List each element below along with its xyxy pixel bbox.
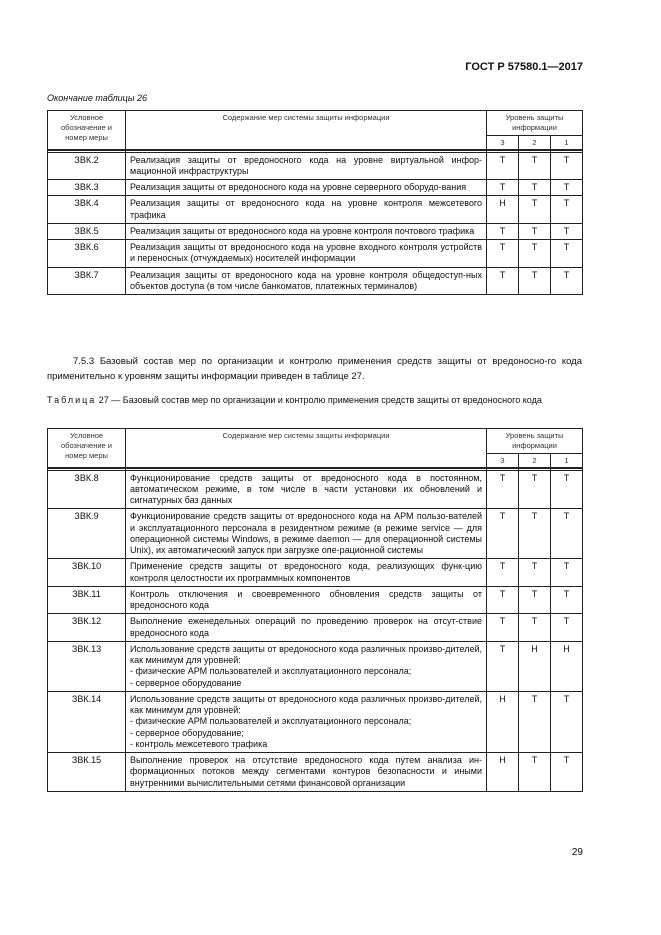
level-1-value: Т bbox=[551, 691, 583, 752]
table-26 bbox=[47, 110, 583, 295]
measure-content bbox=[126, 614, 487, 642]
level-1-value: Н bbox=[551, 641, 583, 691]
measure-code: ЗВК.5 bbox=[48, 223, 126, 239]
measure-content bbox=[126, 180, 487, 196]
level-2-value: Т bbox=[519, 196, 551, 224]
level-3-value: Т bbox=[487, 641, 519, 691]
level-2-value: Т bbox=[519, 614, 551, 642]
level-2-value: Т bbox=[519, 180, 551, 196]
level-1-value: Т bbox=[551, 180, 583, 196]
measure-content bbox=[126, 267, 487, 295]
level-3-value: Т bbox=[487, 240, 519, 268]
level-2-value: Т bbox=[519, 509, 551, 559]
level-1-value: Т bbox=[551, 152, 583, 180]
measure-code: ЗВК.2 bbox=[48, 152, 126, 180]
table-continuation-caption: Окончание таблицы 26 bbox=[47, 93, 147, 103]
level-3-value: Т bbox=[487, 470, 519, 509]
measure-code: ЗВК.6 bbox=[48, 240, 126, 268]
table-row bbox=[48, 267, 583, 295]
level-2-value: Т bbox=[519, 267, 551, 295]
content-text: Функционирование средств защиты от вредоносного кода на АРМ пользо-вателей и эксплуатационного персонала в резидентном режиме (в режиме service — для операционной системы Windows, в режиме daemon — для операционной системы Unix), их автоматический запуск при загрузке опе-рационной системы bbox=[130, 511, 482, 555]
table-row bbox=[48, 196, 583, 224]
table-title-word: Таблица bbox=[47, 395, 97, 405]
level-1-value: Т bbox=[551, 240, 583, 268]
content-text: Контроль отключения и своевременного обновления средств защиты от вредоносного кода bbox=[130, 588, 482, 610]
level-3-value: Н bbox=[487, 196, 519, 224]
section-paragraph: 7.5.3 Базовый состав мер по организации и контролю применения средств защиты от вредоносно-го кода применительно к уровням защиты информации приведен в таблице 27. bbox=[47, 356, 582, 382]
table-row bbox=[48, 586, 583, 614]
column-header-level: Уровень защиты информации bbox=[487, 429, 583, 454]
level-2-value: Т bbox=[519, 753, 551, 792]
table-row bbox=[48, 240, 583, 268]
table-row bbox=[48, 470, 583, 509]
level-2-value: Н bbox=[519, 641, 551, 691]
column-header-level-2: 2 bbox=[519, 453, 551, 468]
level-1-value: Т bbox=[551, 509, 583, 559]
level-1-value: Т bbox=[551, 223, 583, 239]
level-3-value: Т bbox=[487, 559, 519, 587]
table-row bbox=[48, 753, 583, 792]
page-number: 29 bbox=[571, 847, 583, 858]
content-text: Использование средств защиты от вредоносного кода различных произво-дителей, как минимум для уровней: bbox=[130, 693, 482, 715]
table-row bbox=[48, 223, 583, 239]
measure-code: ЗВК.8 bbox=[48, 470, 126, 509]
measure-content bbox=[126, 240, 487, 268]
level-3-value: Т bbox=[487, 180, 519, 196]
measure-content bbox=[126, 753, 487, 792]
measure-content bbox=[126, 691, 487, 752]
measure-code: ЗВК.7 bbox=[48, 267, 126, 295]
measure-code: ЗВК.10 bbox=[48, 559, 126, 587]
level-3-value: Т bbox=[487, 152, 519, 180]
level-3-value: Т bbox=[487, 509, 519, 559]
measure-code: ЗВК.11 bbox=[48, 586, 126, 614]
measure-code: ЗВК.3 bbox=[48, 180, 126, 196]
level-2-value: Т bbox=[519, 152, 551, 180]
content-list-item: - серверное оборудование bbox=[130, 677, 242, 688]
table-row bbox=[48, 152, 583, 180]
measure-code: ЗВК.15 bbox=[48, 753, 126, 792]
column-header-code: Условное обозначение и номер меры bbox=[48, 429, 126, 468]
level-1-value: Т bbox=[551, 267, 583, 295]
measure-content bbox=[126, 223, 487, 239]
level-2-value: Т bbox=[519, 559, 551, 587]
content-text: Реализация защиты от вредоносного кода на уровне контроля общедоступ-ных объектов доступа (в том числе банкоматов, платежных терминалов) bbox=[130, 269, 482, 291]
document-id: ГОСТ Р 57580.1—2017 bbox=[465, 61, 583, 73]
level-3-value: Т bbox=[487, 614, 519, 642]
table-row bbox=[48, 691, 583, 752]
column-header-level-2: 2 bbox=[519, 135, 551, 150]
content-list-item: - физические АРМ пользователей и эксплуатационного персонала; bbox=[130, 716, 412, 727]
column-header-level: Уровень защиты информации bbox=[487, 111, 583, 136]
level-1-value: Т bbox=[551, 586, 583, 614]
level-2-value: Т bbox=[519, 240, 551, 268]
table-row bbox=[48, 559, 583, 587]
level-3-value: Т bbox=[487, 267, 519, 295]
level-1-value: Т bbox=[551, 470, 583, 509]
table-row bbox=[48, 641, 583, 691]
measure-content bbox=[126, 152, 487, 180]
level-2-value: Т bbox=[519, 586, 551, 614]
level-1-value: Т bbox=[551, 196, 583, 224]
content-text: Применение средств защиты от вредоносного кода, реализующих функ-цию контроля целостности их программных компонентов bbox=[130, 561, 482, 583]
level-1-value: Т bbox=[551, 753, 583, 792]
column-header-code: Условное обозначение и номер меры bbox=[48, 111, 126, 150]
content-text: Использование средств защиты от вредоносного кода различных произво-дителей, как минимум для уровней: bbox=[130, 643, 482, 665]
measure-code: ЗВК.13 bbox=[48, 641, 126, 691]
column-header-content: Содержание мер системы защиты информации bbox=[126, 429, 487, 468]
level-2-value: Т bbox=[519, 223, 551, 239]
measure-code: ЗВК.12 bbox=[48, 614, 126, 642]
column-header-level-3: 3 bbox=[487, 453, 519, 468]
table-27-title bbox=[47, 395, 582, 407]
level-3-value: Н bbox=[487, 691, 519, 752]
measure-content bbox=[126, 559, 487, 587]
level-3-value: Т bbox=[487, 586, 519, 614]
level-2-value: Т bbox=[519, 470, 551, 509]
table-row bbox=[48, 180, 583, 196]
content-list-item: - контроль межсетевого трафика bbox=[130, 738, 268, 749]
level-1-value: Т bbox=[551, 614, 583, 642]
content-text: Реализация защиты от вредоносного кода на уровне серверного оборудо-вания bbox=[130, 182, 467, 192]
content-text: Реализация защиты от вредоносного кода на уровне контроля межсетевого трафика bbox=[130, 198, 482, 220]
column-header-level-1: 1 bbox=[551, 135, 583, 150]
content-text: Выполнение еженедельных операций по проведению проверок на отсут-ствие вредоносного кода bbox=[130, 616, 482, 638]
measure-content bbox=[126, 196, 487, 224]
measure-content bbox=[126, 509, 487, 559]
measure-code: ЗВК.9 bbox=[48, 509, 126, 559]
content-text: Выполнение проверок на отсутствие вредоносного кода путем анализа ин-формационных потоков между сегментами контуров безопасности и иными внутренними вычислительными сетями финансовой организации bbox=[130, 755, 482, 788]
content-text: Реализация защиты от вредоносного кода на уровне входного контроля устройств и переносных (отчуждаемых) носителей информации bbox=[130, 242, 482, 264]
column-header-content: Содержание мер системы защиты информации bbox=[126, 111, 487, 150]
table-row bbox=[48, 509, 583, 559]
content-text: Функционирование средств защиты от вредоносного кода в постоянном, автоматическом режиме, в том числе в части установки их обновлений и сигнатурных баз данных bbox=[130, 472, 482, 505]
measure-code: ЗВК.14 bbox=[48, 691, 126, 752]
level-2-value: Т bbox=[519, 691, 551, 752]
level-3-value: Т bbox=[487, 223, 519, 239]
measure-content bbox=[126, 586, 487, 614]
level-3-value: Н bbox=[487, 753, 519, 792]
table-title-text: 27 — Базовый состав мер по организации и контролю применения средств защиты от вредоносного кода bbox=[96, 395, 542, 405]
table-row bbox=[48, 614, 583, 642]
content-text: Реализация защиты от вредоносного кода на уровне виртуальной инфор-мационной инфраструктуры bbox=[130, 154, 482, 176]
measure-content bbox=[126, 641, 487, 691]
column-header-level-3: 3 bbox=[487, 135, 519, 150]
measure-code: ЗВК.4 bbox=[48, 196, 126, 224]
content-list-item: - серверное оборудование; bbox=[130, 727, 244, 738]
table-27 bbox=[47, 428, 583, 792]
level-1-value: Т bbox=[551, 559, 583, 587]
column-header-level-1: 1 bbox=[551, 453, 583, 468]
content-list-item: - физические АРМ пользователей и эксплуатационного персонала; bbox=[130, 666, 412, 677]
measure-content bbox=[126, 470, 487, 509]
content-text: Реализация защиты от вредоносного кода на уровне контроля почтового трафика bbox=[130, 225, 475, 236]
